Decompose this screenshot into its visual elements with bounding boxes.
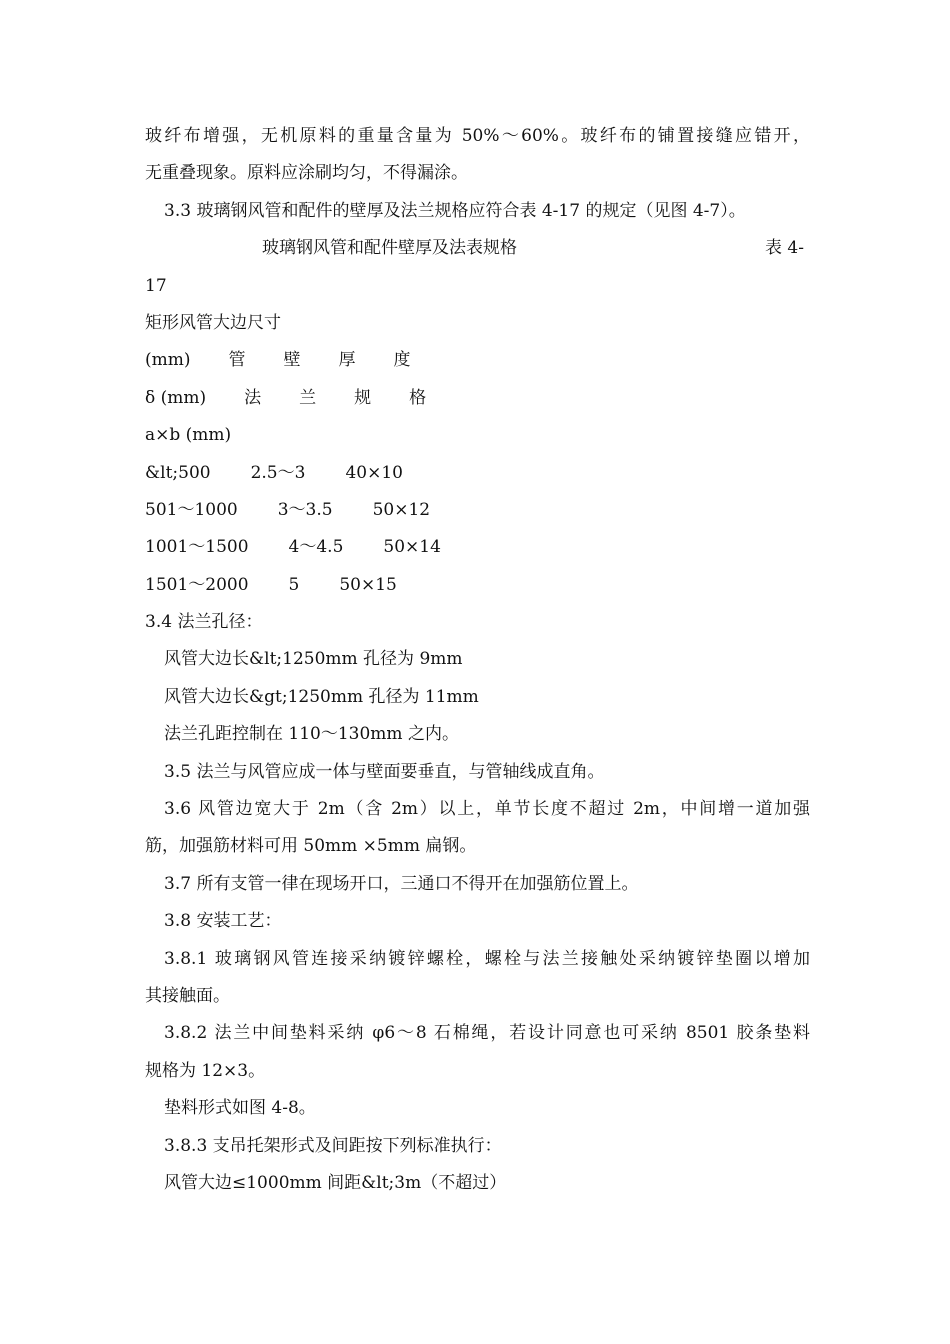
cell-size: &lt;500 <box>145 462 211 483</box>
cell-thickness: 2.5～3 <box>250 462 306 483</box>
section-3-8-2-continued: 规格为 12×3。 <box>145 1060 266 1081</box>
section-3-5: 3.5 法兰与风管应成一体与壁面要垂直，与管轴线成直角。 <box>164 761 605 782</box>
header-unit: (mm) <box>145 350 191 371</box>
section-3-6-continued: 筋，加强筋材料可用 50mm ×5mm 扁钢。 <box>145 836 477 857</box>
cell-size: 1001～1500 <box>145 537 249 558</box>
table-header-line <box>145 380 810 417</box>
section-3-8-1-continued: 其接触面。 <box>145 985 230 1006</box>
table-header-line <box>145 342 810 379</box>
table-caption: 玻璃钢风管和配件壁厚及法表规格 <box>262 238 517 259</box>
header-char: 度 <box>393 350 411 371</box>
cell-size: 501～1000 <box>145 499 238 520</box>
section-3-8-2-figure-note: 垫料形式如图 4-8。 <box>164 1098 316 1119</box>
section-3-4-item: 风管大边长&lt;1250mm 孔径为 9mm <box>164 649 463 670</box>
header-char: 壁 <box>283 350 301 371</box>
section-3-4-item: 风管大边长&gt;1250mm 孔径为 11mm <box>164 686 479 707</box>
cell-thickness: 5 <box>288 574 300 595</box>
paragraph-line: 玻纤布增强，无机原料的重量含量为 50%～60%。玻纤布的铺置接缝应错开， <box>145 126 810 146</box>
section-3-8-1: 3.8.1 玻璃钢风管连接采纳镀锌螺栓，螺栓与法兰接触处采纳镀锌垫圈以增加 <box>164 948 810 969</box>
header-unit: δ (mm) <box>145 387 207 408</box>
cell-flange: 40×10 <box>345 462 403 483</box>
cell-flange: 50×14 <box>383 537 441 558</box>
table-caption-line <box>145 230 810 267</box>
section-3-8-3: 3.8.3 支吊托架形式及间距按下列标准执行： <box>164 1135 502 1156</box>
cell-flange: 50×15 <box>339 574 397 595</box>
table-row <box>145 567 810 604</box>
table-row <box>145 455 810 492</box>
table-number-continued: 17 <box>145 275 167 296</box>
table-header-line: a×b (mm) <box>145 425 232 446</box>
section-3-4-item: 法兰孔距控制在 110～130mm 之内。 <box>164 724 459 745</box>
cell-flange: 50×12 <box>372 499 431 520</box>
header-char: 规 <box>354 387 372 408</box>
header-char: 兰 <box>299 387 317 408</box>
section-3-6: 3.6 风管边宽大于 2m（含 2m）以上，单节长度不超过 2m，中间增一道加强 <box>164 799 810 820</box>
header-char: 管 <box>228 350 246 371</box>
cell-thickness: 4～4.5 <box>288 537 344 558</box>
table-number: 表 4- <box>765 238 804 259</box>
document-page <box>145 118 810 1202</box>
section-3-8-2: 3.8.2 法兰中间垫料采纳 φ6～8 石棉绳，若设计同意也可采纳 8501 胶条垫料 <box>164 1023 810 1044</box>
table-header-line: 矩形风管大边尺寸 <box>145 312 281 333</box>
header-char: 厚 <box>338 350 356 371</box>
table-row <box>145 492 810 529</box>
section-3-3: 3.3 玻璃钢风管和配件的壁厚及法兰规格应符合表 4-17 的规定（见图 4-7）。 <box>164 200 746 221</box>
header-char: 格 <box>409 387 427 408</box>
paragraph-line: 无重叠现象。原料应涂刷均匀，不得漏涂。 <box>145 163 468 184</box>
cell-size: 1501～2000 <box>145 574 249 595</box>
section-3-8-3-item: 风管大边≤1000mm 间距&lt;3m（不超过） <box>164 1172 507 1193</box>
section-3-4: 3.4 法兰孔径： <box>145 612 263 633</box>
header-char: 法 <box>244 387 262 408</box>
cell-thickness: 3～3.5 <box>277 499 333 520</box>
table-row <box>145 529 810 566</box>
section-3-8: 3.8 安装工艺： <box>164 911 282 932</box>
section-3-7: 3.7 所有支管一律在现场开口，三通口不得开在加强筋位置上。 <box>164 873 639 894</box>
